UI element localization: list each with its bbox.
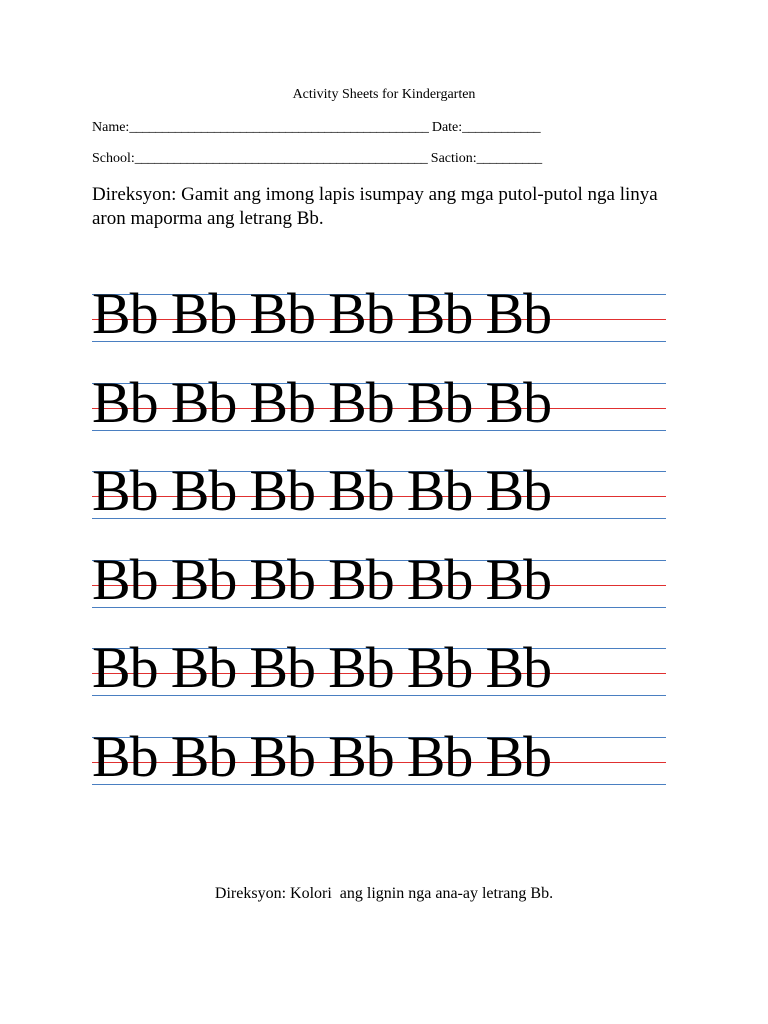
- traceable-letter[interactable]: Bb: [92, 635, 158, 700]
- traceable-letter[interactable]: Bb: [328, 458, 394, 523]
- traceable-letter[interactable]: Bb: [170, 723, 237, 789]
- sheet-title: Activity Sheets for Kindergarten: [292, 87, 476, 102]
- letter-row: [92, 722, 564, 792]
- tracing-row: [92, 369, 666, 465]
- section-line[interactable]: __________: [476, 151, 542, 166]
- traceable-letter[interactable]: Bb: [485, 546, 552, 612]
- traceable-letter[interactable]: Bb: [249, 369, 316, 435]
- traceable-letter[interactable]: Bb: [92, 369, 158, 435]
- letter-row: [92, 368, 564, 438]
- tracing-row: [92, 635, 666, 730]
- traceable-letter[interactable]: Bb: [92, 546, 158, 612]
- traceable-letter[interactable]: Bb: [249, 546, 316, 612]
- traceable-letter[interactable]: Bb: [170, 635, 237, 700]
- traceable-letter[interactable]: Bb: [249, 281, 316, 346]
- traceable-letter[interactable]: Bb: [328, 369, 394, 435]
- name-label: Name:: [92, 120, 130, 135]
- traceable-letter[interactable]: Bb: [92, 281, 158, 346]
- traceable-letter[interactable]: Bb: [92, 458, 158, 523]
- school-line[interactable]: _____________________________________________: [134, 151, 428, 166]
- traceable-letter[interactable]: Bb: [170, 369, 237, 435]
- name-line[interactable]: ______________________________________________: [129, 120, 429, 135]
- traceable-letter[interactable]: Bb: [170, 458, 237, 523]
- traceable-letter[interactable]: Bb: [328, 723, 394, 789]
- traceable-letter[interactable]: Bb: [485, 369, 552, 435]
- traceable-letter[interactable]: Bb: [406, 458, 473, 523]
- letter-row: [92, 545, 564, 615]
- traceable-letter[interactable]: Bb: [485, 281, 552, 346]
- tracing-row: [92, 281, 666, 376]
- letter-row: [92, 633, 564, 703]
- date-line[interactable]: ____________: [462, 120, 541, 135]
- traceable-letter[interactable]: Bb: [406, 369, 473, 435]
- date-label: Date:: [431, 120, 463, 135]
- directions-tracing: Direksyon: Gamit ang imong lapis isumpay ang mga putol-putol nga linya aron maporma ang letrang Bb.: [92, 184, 658, 229]
- traceable-letter[interactable]: Bb: [249, 458, 316, 523]
- tracing-row: [92, 546, 666, 642]
- traceable-letter[interactable]: Bb: [485, 458, 552, 523]
- traceable-letter[interactable]: Bb: [406, 723, 473, 789]
- traceable-letter[interactable]: Bb: [406, 546, 473, 612]
- traceable-letter[interactable]: Bb: [406, 635, 473, 700]
- tracing-row: [92, 458, 666, 553]
- traceable-letter[interactable]: Bb: [249, 723, 316, 789]
- section-label: Saction:: [430, 151, 477, 166]
- school-field-row: [92, 151, 652, 167]
- name-field-row: [92, 120, 652, 136]
- traceable-letter[interactable]: Bb: [406, 281, 473, 346]
- letter-row: [92, 456, 564, 526]
- tracing-row: [92, 723, 666, 819]
- school-label: School:: [92, 151, 135, 166]
- traceable-letter[interactable]: Bb: [328, 546, 394, 612]
- traceable-letter[interactable]: Bb: [249, 635, 316, 700]
- traceable-letter[interactable]: Bb: [485, 723, 552, 789]
- letter-row: [92, 279, 564, 349]
- traceable-letter[interactable]: Bb: [170, 281, 237, 346]
- directions-coloring: Direksyon: Kolori ang lignin nga ana-ay letrang Bb.: [214, 885, 554, 902]
- traceable-letter[interactable]: Bb: [485, 635, 552, 700]
- traceable-letter[interactable]: Bb: [328, 635, 394, 700]
- traceable-letter[interactable]: Bb: [328, 281, 394, 346]
- traceable-letter[interactable]: Bb: [170, 546, 237, 612]
- traceable-letter[interactable]: Bb: [92, 723, 158, 789]
